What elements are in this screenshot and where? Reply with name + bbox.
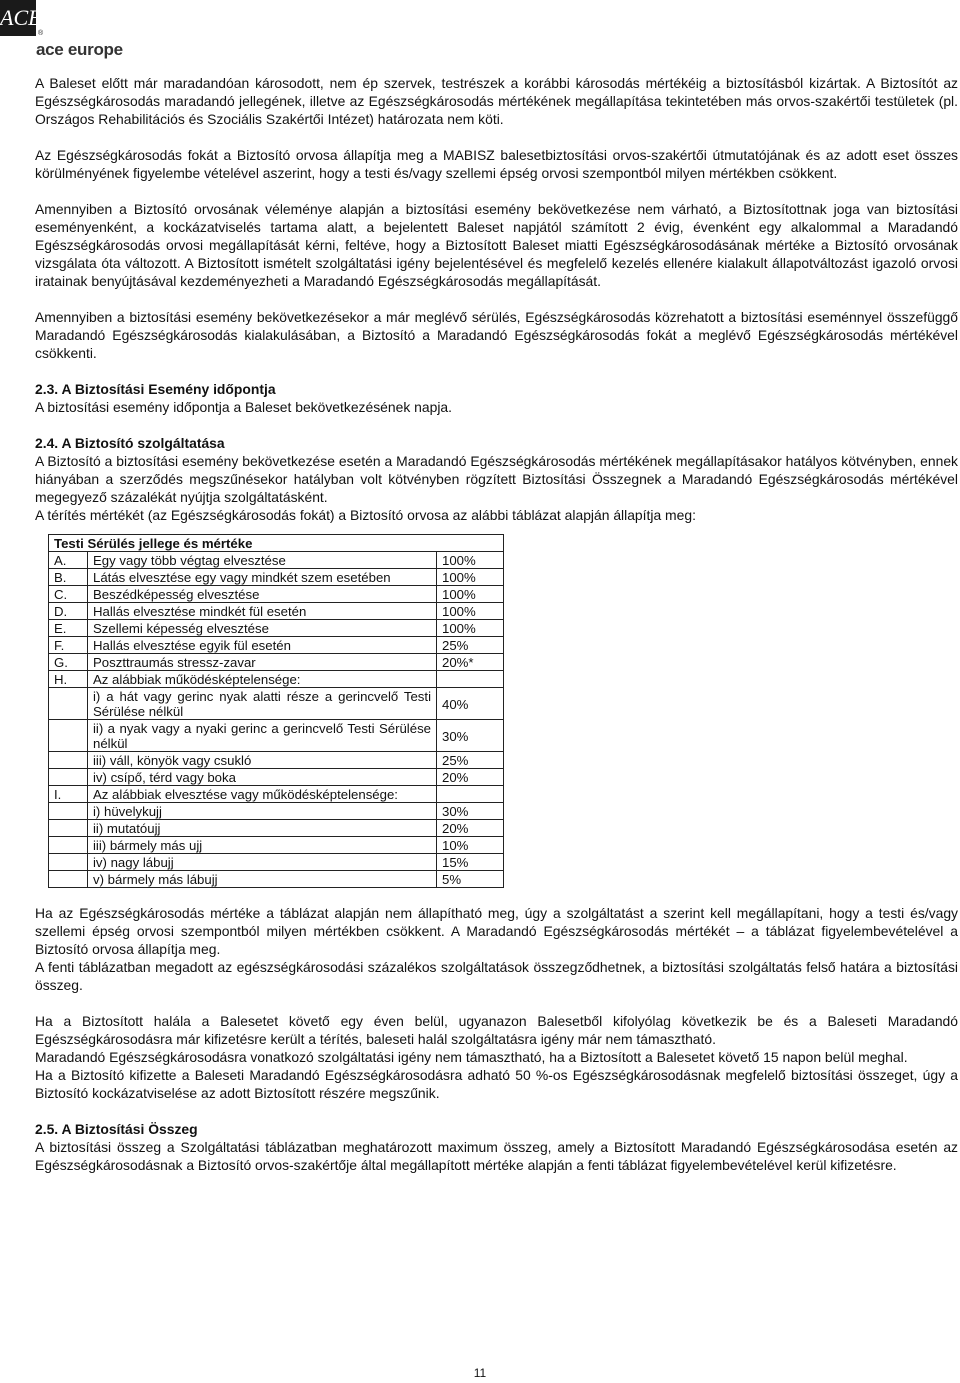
table-header: Testi Sérülés jellege és mértéke (49, 535, 504, 552)
row-description: Poszttraumás stressz-zavar (88, 654, 437, 671)
row-description: Egy vagy több végtag elvesztése (88, 552, 437, 569)
table-row (49, 837, 504, 854)
row-description: Beszédképesség elvesztése (88, 586, 437, 603)
paragraph-damage-degree: Az Egészségkárosodás fokát a Biztosító orvosa állapítja meg a MABISZ balesetbiztosítási orvos-szakértői útmutatójának és az adott eset összes körülményének figyelembe vételével aszerint, hogy a testi és/vagy szellemi épség orvosi szempontból milyen mértékben csökkent. (35, 147, 958, 181)
row-percentage: 20% (437, 820, 504, 837)
paragraph-death-after-accident: Ha a Biztosított halála a Balesetet követő egy éven belül, ugyanazon Balesetből kifolyólag következik be és a Baleseti Maradandó Egészségkárosodásra már kifizetésre került a térítés, baleseti halál szolgáltatásra igény már nem támasztható. (35, 1013, 958, 1047)
row-percentage: 100% (437, 586, 504, 603)
row-description: i) hüvelykujj (88, 803, 437, 820)
section-2-4-table-intro: A térítés mértékét (az Egészségkárosodás fokát) a Biztosító orvosa az alábbi táblázat alapján állapítja meg: (35, 507, 696, 523)
row-code (49, 820, 88, 837)
table-row (49, 552, 504, 569)
row-code: I. (49, 786, 88, 803)
row-percentage: 30% (437, 803, 504, 820)
row-percentage: 100% (437, 620, 504, 637)
row-description: Az alábbiak elvesztése vagy működésképtelensége: (88, 786, 437, 803)
row-percentage (437, 671, 504, 688)
row-description: i) a hát vagy gerinc nyak alatti része a gerincvelő Testi Sérülése nélkül (88, 688, 437, 720)
row-percentage: 100% (437, 603, 504, 620)
row-code (49, 871, 88, 888)
row-description: iii) váll, könyök vagy csukló (88, 752, 437, 769)
section-2-5-title: 2.5. A Biztosítási Összeg (35, 1121, 198, 1137)
section-2-4-title: 2.4. A Biztosító szolgáltatása (35, 435, 225, 451)
paragraph-death-within-15-days: Maradandó Egészségkárosodásra vonatkozó szolgáltatási igény nem támasztható, ha a Biztosított a Balesetet követő 15 napon belül meghal. (35, 1049, 908, 1065)
row-code: D. (49, 603, 88, 620)
row-code (49, 688, 88, 720)
row-code (49, 837, 88, 854)
row-code: H. (49, 671, 88, 688)
row-percentage: 15% (437, 854, 504, 871)
row-code (49, 769, 88, 786)
row-percentage: 25% (437, 637, 504, 654)
row-percentage: 10% (437, 837, 504, 854)
row-percentage: 100% (437, 552, 504, 569)
table-row (49, 654, 504, 671)
row-description: iv) csípő, térd vagy boka (88, 769, 437, 786)
row-description: v) bármely más lábujj (88, 871, 437, 888)
row-description: iv) nagy lábujj (88, 854, 437, 871)
logo-text: ace europe (36, 40, 123, 59)
row-percentage: 5% (437, 871, 504, 888)
ace-logo-mark: ACE (0, 0, 36, 36)
table-row (49, 671, 504, 688)
row-code: G. (49, 654, 88, 671)
row-code (49, 752, 88, 769)
row-code (49, 854, 88, 871)
table-row (49, 688, 504, 720)
paragraph-prior-damage: A Baleset előtt már maradandóan károsodott, nem ép szervek, testrészek a korábbi károsodás mértékéig a biztosításból kizártak. A Biztosítót az Egészségkárosodás maradandó jellegének, illetve az Egészségkárosodás mértékének megállapítása tekintetében más orvos-szakértői testületek (pl. Országos Rehabilitációs és Szociális Szakértői Intézet) határozata nem köti. (35, 75, 958, 127)
row-percentage: 20% (437, 769, 504, 786)
row-code: F. (49, 637, 88, 654)
section-2-4-text: A Biztosító a biztosítási esemény bekövetkezése esetén a Maradandó Egészségkárosodás mértékének megállapításakor hatályos kötvényben, ennek hiányában a szerződés megszűnésekor hatályban volt kötvényben rögzített Biztosítási Összegnek a Maradandó Egészségkárosodás mértékével megegyező százalékát nyújtja szolgáltatásként. (35, 453, 958, 505)
row-percentage: 100% (437, 569, 504, 586)
row-percentage: 30% (437, 720, 504, 752)
row-description: Hallás elvesztése egyik fül esetén (88, 637, 437, 654)
row-code (49, 720, 88, 752)
table-row (49, 820, 504, 837)
row-code: B. (49, 569, 88, 586)
table-row (49, 769, 504, 786)
section-2-5-text: A biztosítási összeg a Szolgáltatási táblázatban meghatározott maximum összeg, amely a Biztosított Maradandó Egészségkárosodása esetén az Egészségkárosodásnak a Biztosító orvos-szakértője által megállapított mértéke alapján a fenti táblázat figyelembevételével kerül kifizetésre. (35, 1139, 958, 1173)
page-number: 11 (473, 1366, 487, 1380)
row-code (49, 803, 88, 820)
row-description: ii) mutatóujj (88, 820, 437, 837)
table-row (49, 620, 504, 637)
table-row (49, 803, 504, 820)
table-row (49, 603, 504, 620)
row-description: Szellemi képesség elvesztése (88, 620, 437, 637)
table-row (49, 637, 504, 654)
row-code: E. (49, 620, 88, 637)
paragraph-not-in-table: Ha az Egészségkárosodás mértéke a táblázat alapján nem állapítható meg, úgy a szolgáltatást a szerint kell megállapítani, hogy a testi és/vagy szellemi épség orvosi szempontból milyen mértékben csökkent. A Maradandó Egészségkárosodás mértékét – a táblázat figyelembevételével a Biztosító orvosa állapítja meg. (35, 905, 958, 957)
row-percentage: 20%* (437, 654, 504, 671)
row-description: Az alábbiak működésképtelensége: (88, 671, 437, 688)
row-code: A. (49, 552, 88, 569)
table-row (49, 586, 504, 603)
row-description: iii) bármely más ujj (88, 837, 437, 854)
row-percentage: 25% (437, 752, 504, 769)
row-code: C. (49, 586, 88, 603)
paragraph-50-percent: Ha a Biztosító kifizette a Baleseti Maradandó Egészségkárosodásra adható 50 %-os Egészségkárosodásnak megfelelő biztosítási összeget, úgy a Biztosító kockázatviselése az adott Biztosított részére megszűnik. (35, 1067, 958, 1101)
table-row (49, 752, 504, 769)
row-description: Hallás elvesztése mindkét fül esetén (88, 603, 437, 620)
row-description: ii) a nyak vagy a nyaki gerinc a gerincvelő Testi Sérülése nélkül (88, 720, 437, 752)
injury-table (48, 534, 504, 888)
document-body (35, 74, 958, 1174)
table-row (49, 871, 504, 888)
paragraph-summation: A fenti táblázatban megadott az egészségkárosodási százalékos szolgáltatások összegződhetnek, a biztosítási szolgáltatás felső határa a biztosítási összeg. (35, 959, 958, 993)
row-percentage: 40% (437, 688, 504, 720)
row-description: Látás elvesztése egy vagy mindkét szem esetében (88, 569, 437, 586)
table-row (49, 786, 504, 803)
row-percentage (437, 786, 504, 803)
ace-europe-logo (0, 0, 140, 62)
paragraph-existing-injury: Amennyiben a biztosítási esemény bekövetkezésekor a már meglévő sérülés, Egészségkárosodás közrehatott a biztosítási eseménnyel összefüggő Maradandó Egészségkárosodás kialakulásában, a Biztosító a Maradandó Egészségkárosodás fokát a meglévő Egészségkárosodás mértékével csökkenti. (35, 309, 958, 361)
section-2-3-text: A biztosítási esemény időpontja a Baleset bekövetkezésének napja. (35, 399, 452, 415)
paragraph-reassessment: Amennyiben a Biztosító orvosának véleménye alapján a biztosítási esemény bekövetkezése nem várható, a Biztosítottnak joga van biztosítási eseményenként, a kockázatviselés tartama alatt, a bejelentett Baleset napjától számított 2 évig, évenként egy alkalommal a Maradandó Egészségkárosodás orvosi megállapítását kérni, feltéve, hogy a Biztosított Baleset miatti Egészségkárosodásának mértéke a Biztosító orvosának vizsgálata óta változott. A Biztosított ismételt szolgáltatási igény bejelentésével és megfelelő kezelés ellenére kialakult állapotváltozást igazoló orvosi iratainak benyújtásával kezdeményezheti a Maradandó Egészségkárosodás megállapítását. (35, 201, 958, 289)
table-row (49, 854, 504, 871)
table-row (49, 720, 504, 752)
registered-mark: ® (38, 30, 44, 37)
table-row (49, 569, 504, 586)
section-2-3-title: 2.3. A Biztosítási Esemény időpontja (35, 381, 276, 397)
